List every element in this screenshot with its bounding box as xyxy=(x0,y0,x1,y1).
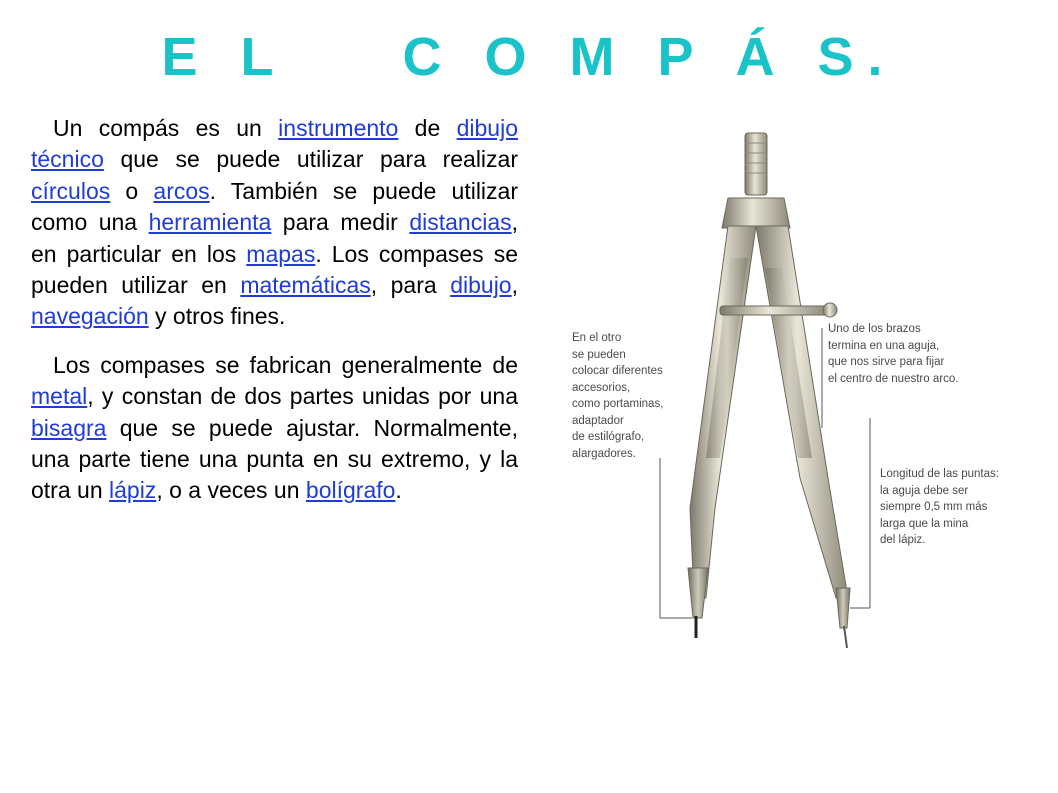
paragraph-text: o xyxy=(110,177,154,204)
wiki-link[interactable]: arcos xyxy=(153,177,210,204)
wiki-link[interactable]: mapas xyxy=(246,240,316,267)
label-tip-length: Longitud de las puntas: la aguja debe ser siempre 0,5 mm más larga que la mina del lápiz. xyxy=(880,468,999,546)
wiki-link[interactable]: bisagra xyxy=(31,414,107,441)
paragraph-text: Los compases se fabrican generalmente de xyxy=(53,351,518,378)
paragraph-text: , o a veces un xyxy=(156,477,306,504)
paragraph-text: de xyxy=(398,115,457,141)
article-text xyxy=(31,113,518,507)
wiki-link[interactable]: dibujo técnico xyxy=(31,115,518,173)
compass-screw xyxy=(720,306,828,315)
wiki-link[interactable]: instrumento xyxy=(278,115,399,141)
wiki-link[interactable]: círculos xyxy=(31,177,111,204)
paragraph-text: , para xyxy=(370,272,451,299)
paragraph-text: para medir xyxy=(271,209,410,236)
paragraph-text: Un compás es un xyxy=(53,115,279,141)
compass-hinge xyxy=(722,198,790,228)
wiki-link[interactable]: metal xyxy=(31,383,88,410)
paragraph-text: que se puede utilizar para realizar xyxy=(103,146,518,173)
paragraph-text: . xyxy=(395,477,402,504)
wiki-link[interactable]: distancias xyxy=(409,209,512,236)
wiki-link[interactable]: navegación xyxy=(31,303,149,330)
paragraph-text: , y constan de dos partes unidas por una xyxy=(87,383,518,410)
paragraph-materials xyxy=(31,350,518,507)
wiki-link[interactable]: bolígrafo xyxy=(305,477,396,504)
paragraph-text: , xyxy=(511,272,518,299)
paragraph-text: . También se puede utilizar como una xyxy=(31,177,518,236)
wiki-link[interactable]: lápiz xyxy=(109,477,157,504)
wiki-link[interactable]: herramienta xyxy=(148,209,272,236)
compass-figure xyxy=(560,128,1030,668)
wiki-link[interactable]: matemáticas xyxy=(240,272,371,299)
needle-point xyxy=(844,626,847,648)
compass-knob xyxy=(745,133,767,195)
label-accessories: En el otro se pueden colocar diferentes accesorios, como portaminas, adaptador de estilógrafo, alargadores. xyxy=(572,332,664,460)
paragraph-text: y otros fines. xyxy=(148,303,286,330)
paragraph-intro xyxy=(31,113,518,333)
page-title: E L C O M P Á S. xyxy=(161,27,897,87)
paragraph-text: , en particular en los xyxy=(31,209,518,267)
label-needle-arm: Uno de los brazos termina en una aguja, que nos sirve para fijar el centro de nuestro arco. xyxy=(828,323,959,385)
wiki-link[interactable]: dibujo xyxy=(450,272,512,299)
paragraph-text: . Los compases se pueden utilizar en xyxy=(31,240,518,299)
paragraph-text: que se puede ajustar. Normalmente, una parte tiene una punta en su extremo, y la otra un xyxy=(31,414,518,504)
